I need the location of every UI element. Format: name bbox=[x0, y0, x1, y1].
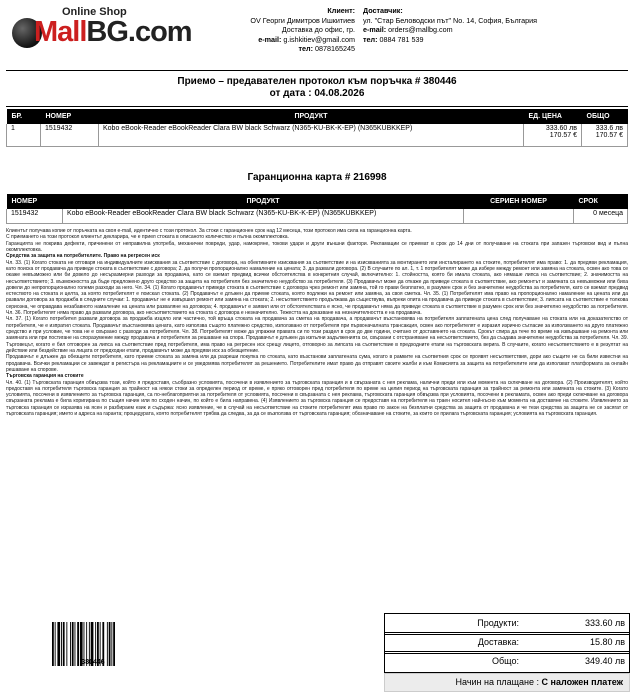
client-label: Клиент: bbox=[327, 6, 355, 15]
logo-brand-mall: Mall bbox=[34, 16, 87, 48]
row-total-lv: 333.6 лв bbox=[595, 125, 623, 132]
legal-paragraph: Чл. 37. (1) Когато потребител развали договора за продажба изцяло или частично, той връща стоката на продавача за сметка на продавача, а продавачът възстановява на потребителя заплатената цена след получаване на стоката или на доказателство от потребителя, че е изпратил стоката. Продавачът възстановява цената, като използва същото платежно средство, използвано от потребителя при първоначалната трансакция, освен ако потребителят е изразил изрично съгласие за използването на друго платежно средство и при условие, че това не е свързано с разходи за потребителя. Чл. 38. Потребителят може да упражни правата си по този раздел в срок до две години, считано от доставянето на стоката. Срокът спира да тече по време на извършване на ремонта или замяната или при постигане на споразумение между продавача и потребителя за решаване на спора. Продавачът е длъжен да изпълни задълженията си, свързани с отстраняване на несъответствието, без да създава значителни неудобства за потребителя. Чл. 39. Търговецът, когато е бил отговорен за липса на съответствие пред потребителя, има право на регресен иск срещу лицето, отговорно за липсата на съответствие в предходните етапи на търговската верига. В случаите, когато несъответствието е в резултат на действие или бездействие на лицата от предходни етапи, продавачът може да предяви иск за обезщетение. bbox=[6, 316, 628, 354]
col-total: ОБЩО bbox=[582, 109, 628, 124]
row-number: 1519432 bbox=[41, 124, 99, 146]
payment-label: Начин на плащане : bbox=[455, 677, 540, 687]
supplier-phone: 0884 781 539 bbox=[379, 34, 424, 44]
warranty-table-header bbox=[7, 194, 628, 209]
order-table bbox=[6, 109, 628, 147]
protocol-title-box bbox=[6, 70, 628, 107]
wcol-serial: СЕРИЕН НОМЕР bbox=[464, 194, 574, 209]
total-grand-label: Общо: bbox=[492, 656, 519, 666]
total-products-value: 333.60 лв bbox=[584, 618, 625, 628]
supplier-address: ул. "Стар Беловодски път" No. 14, София, България bbox=[363, 15, 538, 25]
payment-value: С наложен платеж bbox=[541, 677, 623, 687]
supplier-email-label: e-mail: bbox=[363, 25, 387, 35]
wcol-term: СРОК bbox=[574, 194, 628, 209]
legal-heading: Търговска гаранция на стоките bbox=[6, 373, 84, 380]
col-number: НОМЕР bbox=[41, 109, 99, 124]
client-info bbox=[215, 6, 355, 54]
wrow-number: 1519432 bbox=[7, 209, 63, 223]
supplier-label: Доставчик: bbox=[363, 6, 403, 15]
supplier-phone-label: тел: bbox=[363, 34, 378, 44]
client-email-label: e-mail: bbox=[258, 34, 282, 44]
barcode-number: 380446 bbox=[81, 659, 105, 666]
total-delivery-value: 15.80 лв bbox=[589, 637, 625, 647]
col-product: ПРОДУКТ bbox=[99, 109, 524, 124]
wrow-term: 0 месеца bbox=[574, 209, 628, 223]
supplier-info bbox=[363, 6, 628, 44]
warranty-title: Гаранционна карта # 216998 bbox=[247, 172, 387, 183]
logo-brand bbox=[34, 16, 192, 49]
logo-tagline: Online Shop bbox=[62, 6, 127, 18]
protocol-title: Приемо – предавателен протокол към поръчка # 380446 bbox=[177, 76, 457, 87]
payment-method-bar bbox=[384, 673, 630, 692]
legal-paragraph: Чл. 33. (1) Когато стоката не отговаря на индивидуалните изисквания за съответствие с договора, на обективните изисквания за съответствие и на изискванията за монтирането или инсталирането на стоките, потребителят има право: 1. да предяви рекламация, като поиска от продавача да приведе стоката в съответствие с договора; 2. да получи пропорционално намаление на цената; 3. да развали договора. (2) В случаите по ал. 1, т. 1 потребителят може да избере между ремонт или замяна на стоката, освен ако това се окаже невъзможно или би довело до несъразмерни разходи за продавача, като се вземат предвид всички обстоятелства в конкретния случай, включително: 1. стойността, която би имала стоката, ако нямаше липса на съответствие; 2. значимостта на несъответствието; 3. възможността да бъде предложено друго средство за защита на потребителя без значително неудобство за потребителя. (3) Продавачът може да откаже да приведе стоката в съответствие, ако ремонтът и замяната са невъзможни или биха довели до непропорционално големи разходи за него. Чл. 34. (1) Когато продавачът приведе стоката в съответствие с договора чрез ремонт или замяна, той го прави безплатно, в разумен срок и без значителни неудобства за потребителя, като се вземат предвид естеството на стоката и целта, за която потребителят е поискал стоката. (2) Продавачът е длъжен да приеме стоката, която подлежи на ремонт или замяна, за своя сметка. Чл. 35. (1) Потребителят има право на пропорционално намаление на цената или да развали договора за продажба в следните случаи: 1. продавачът не е извършил ремонт или замяна на стоката; 2. несъответствието продължава да съществува, въпреки опита на продавача да приведе стоката в съответствие; 3. липсата на съответствие е толкова сериозна, че оправдава незабавното намаление на цената или разваляне на договора; 4. продавачът е заявил или от обстоятелствата е ясно, че продавачът няма да приведе стоката в съответствие в разумен срок или без значително неудобство за потребителя. Чл. 36. Потребителят няма право да развали договора, ако несъответствието на стоката с договора е незначително. Тежестта на доказване на незначителността е на продавача. bbox=[6, 259, 628, 317]
client-phone-label: тел: bbox=[298, 44, 314, 54]
legal-heading: Средства за защита на потребителите. Право на регресен иск bbox=[6, 253, 160, 260]
col-unit-price: ЕД. ЦЕНА bbox=[524, 109, 582, 124]
client-name: ОV Георги Димитров Ишкитиев bbox=[250, 15, 355, 25]
legal-paragraph: Чл. 40. (1) Търговската гаранция обвързва този, който я предоставя, съобразно условията, посочени в изявлението за търговската гаранция и в свързаната с нея реклама, налични преди или към момента на сключване на договора. (2) Производителят, който предоставя на потребителя търговска гаранция за трайност на някои стоки за определен период от време, е пряко отговорен пред потребителя по време на целия период на търговската гаранция за трайност за ремонта или замяната на стоките. (3) Когато условията, посочени в изявлението за търговска гаранция, са по-неблагоприятни за потребителя от условията, посочени в свързаната с нея реклама, търговската гаранция обвързва при условията, посочени в рекламата, освен ако преди сключване на договора свързаната реклама е била коригирана по същия начин или по сходен начин, по който е била направена. (4) Изявлението за търговска гаранция се предоставя на потребителя на траен носител най-късно към момента на доставяне на стоките. Изявлението за търговска гаранция се изразява на ясен и разбираем език и съдържа: ясно изявление, че в случай на несъответствие на стоките потребителят има право по закон на безплатни средства за защита от продавача и че тези средства за защита не се засягат от търговската гаранция; името и адреса на гаранта; процедурата, която потребителят трябва да следва, за да се възползва от търговската гаранция; обозначаване на стоките, за които се прилага търговската гаранция; условията на търговската гаранция. bbox=[6, 379, 628, 418]
protocol-date: от дата : 04.08.2026 bbox=[269, 88, 365, 99]
table-row bbox=[7, 124, 628, 146]
client-email: g.ishkitiev@gmail.com bbox=[283, 34, 355, 44]
legal-paragraph: С приемането на този протокол клиентът декларира, че е приел стоката в описаното количество и пълна окомплектовка. bbox=[6, 234, 289, 241]
legal-paragraph: Гаранцията не покрива дефекти, причинени от неправилна употреба, механични повреди, удар, намокряне, токови удари и други външни фактори. Рекламации се приемат в срок до 14 дни от получаване на стоката при запазен търговски вид и пълна окомплектовка. bbox=[6, 240, 628, 253]
order-table-header bbox=[7, 109, 628, 124]
total-products-label: Продукти: bbox=[477, 618, 519, 628]
row-total bbox=[582, 124, 628, 146]
legal-terms bbox=[6, 228, 628, 618]
row-unit-price-lv: 333.60 лв bbox=[545, 125, 577, 132]
warranty-table bbox=[6, 194, 628, 224]
total-grand-box bbox=[384, 651, 630, 673]
client-phone: 0878165245 bbox=[315, 44, 355, 54]
wcol-product: ПРОДУКТ bbox=[63, 194, 464, 209]
table-row bbox=[7, 209, 628, 223]
legal-paragraph: Продавачът е длъжен да обезщети потребителя, като приеме стоката за замяна или да разреши покупка по стоката, като възстанови заплатената сума, когато в рамките на съответния срок се проявят несъответствия, дори ако същите не са били известни на продавача. Всички рекламации се завеждат в регистъра на рекламациите и се уведомява потребителят за решението. Потребителите имат право да отправят своите жалби и към Комисията за защита на потребителите или да използват платформата за онлайн решаване на спорове. bbox=[6, 354, 628, 373]
wcol-number: НОМЕР bbox=[7, 194, 63, 209]
supplier-email: orders@mallbg.com bbox=[388, 25, 453, 35]
wrow-serial bbox=[464, 209, 574, 223]
row-product: Kobo eBook-Reader eBookReader Clara BW black Schwarz (N365-KU-BK-K-EP) (N365KUBKKEP) bbox=[99, 124, 524, 146]
row-unit-price bbox=[524, 124, 582, 146]
client-address: Доставка до офис, гр. bbox=[281, 25, 355, 35]
total-delivery-label: Доставка: bbox=[477, 637, 519, 647]
row-qty: 1 bbox=[7, 124, 41, 146]
total-grand-value: 349.40 лв bbox=[584, 656, 625, 666]
row-unit-price-eur: 170.57 € bbox=[549, 132, 577, 139]
mallbg-logo bbox=[10, 6, 192, 52]
wrow-product: Kobo eBook-Reader eBookReader Clara BW black Schwarz (N365-KU-BK-K-EP) (N365KUBKKEP) bbox=[63, 209, 464, 223]
legal-paragraph: Клиентът получава копие от поръчката на своя e-mail, идентично с този протокол. За стоки с гаранционен срок над 12 месеца, този протокол има сила на гаранционна карта. bbox=[6, 228, 412, 234]
col-qty: БР. bbox=[7, 109, 41, 124]
logo-brand-domain: BG.com bbox=[86, 16, 192, 48]
row-total-eur: 170.57 € bbox=[595, 132, 623, 139]
